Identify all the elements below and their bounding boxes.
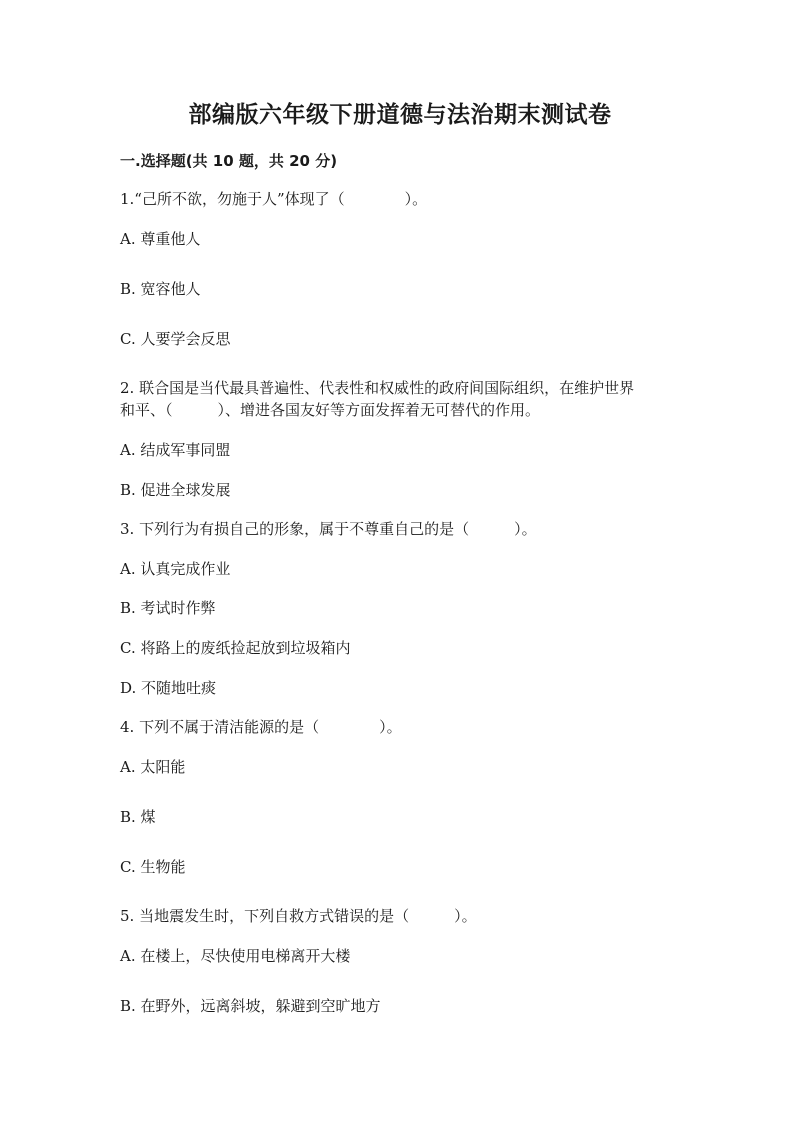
question-1-option-c: C. 人要学会反思	[120, 330, 231, 348]
question-3-option-d: D. 不随地吐痰	[120, 679, 217, 697]
question-1-option-a: A. 尊重他人	[120, 230, 201, 248]
question-1-stem: 1.“己所不欲，勿施于人”体现了（ ）。	[120, 190, 428, 208]
question-5-option-b: B. 在野外，远离斜坡，躲避到空旷地方	[120, 997, 381, 1015]
question-4-option-a: A. 太阳能	[120, 758, 186, 776]
question-4-option-b: B. 煤	[120, 808, 156, 826]
question-3-option-b: B. 考试时作弊	[120, 599, 216, 617]
question-3-stem: 3. 下列行为有损自己的形象，属于不尊重自己的是（ ）。	[120, 520, 537, 538]
page-title: 部编版六年级下册道德与法治期末测试卷	[188, 102, 612, 128]
question-4-stem: 4. 下列不属于清洁能源的是（ ）。	[120, 718, 402, 736]
question-3-option-c: C. 将路上的废纸捡起放到垃圾箱内	[120, 639, 351, 657]
section-heading: 一.选择题(共 10 题，共 20 分)	[120, 152, 338, 170]
question-2-stem-line-2: 和平、（ ）、增进各国友好等方面发挥着无可替代的作用。	[120, 401, 541, 419]
question-5-stem: 5. 当地震发生时，下列自救方式错误的是（ ）。	[120, 907, 477, 925]
question-1-option-b: B. 宽容他人	[120, 280, 201, 298]
question-3-option-a: A. 认真完成作业	[120, 560, 231, 578]
question-2-option-a: A. 结成军事同盟	[120, 441, 231, 459]
question-5-option-a: A. 在楼上，尽快使用电梯离开大楼	[120, 947, 351, 965]
question-4-option-c: C. 生物能	[120, 858, 186, 876]
question-2-option-b: B. 促进全球发展	[120, 481, 231, 499]
question-2-stem-line-1: 2. 联合国是当代最具普遍性、代表性和权威性的政府间国际组织，在维护世界	[120, 379, 635, 397]
